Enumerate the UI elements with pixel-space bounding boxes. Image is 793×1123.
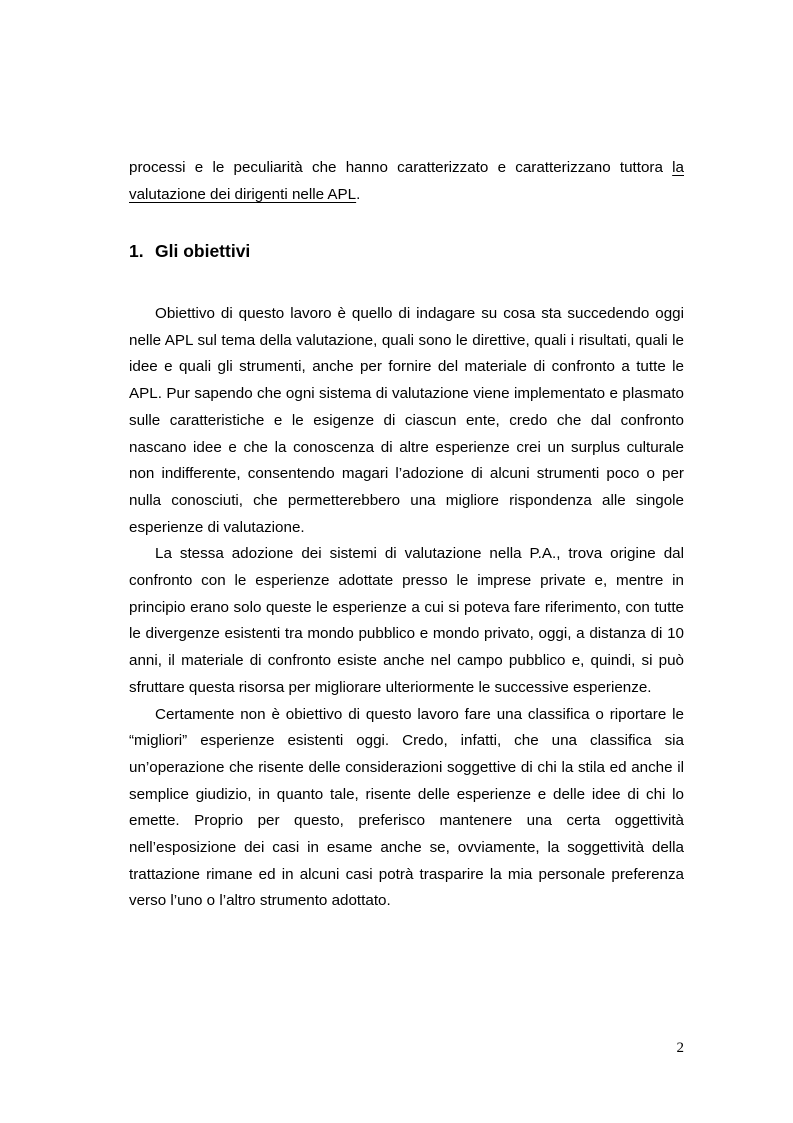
section-heading xyxy=(129,241,250,262)
section-title: Gli obiettivi xyxy=(155,241,251,261)
paragraph-1: Obiettivo di questo lavoro è quello di indagare su cosa sta succedendo oggi nelle APL sul tema della valutazione, quali sono le direttive, quali i risultati, quali le idee e quali gli strumenti, anche per fornire del materiale di confronto a tutte le APL. Pur sapendo che ogni sistema di valutazione viene implementato e plasmato sulle caratteristiche e le esigenze di ciascun ente, credo che dal confronto nascano idee e che la conoscenza di altre esperienze crei un surplus culturale non indifferente, consentendo magari l’adozione di alcuni strumenti poco o per nulla conosciuti, che permetterebbero una migliore rispondenza alle singole esperienze di valutazione. xyxy=(129,305,684,536)
underlined-phrase: la valutazione dei dirigenti nelle APL xyxy=(129,159,684,203)
section-number: 1. xyxy=(129,241,144,261)
section-body xyxy=(129,301,684,915)
intro-text-end: . xyxy=(356,185,361,203)
page-number: 2 xyxy=(676,1040,684,1056)
intro-paragraph xyxy=(129,155,684,208)
paragraph-3: Certamente non è obiettivo di questo lavoro fare una classifica o riportare le “migliori” esperienze esistenti oggi. Credo, infatti, che una classifica sia un’operazione che risente delle considerazioni soggettive di chi la stila ed anche il semplice giudizio, in quanto tale, risente delle esperienze e delle idee di chi lo emette. Proprio per questo, preferisco mantenere una certa oggettività nell’esposizione dei casi in esame anche se, ovviamente, la soggettività della trattazione rimane ed in alcuni casi potrà trasparire la mia personale preferenza verso l’uno o l’altro strumento adottato. xyxy=(129,705,684,910)
intro-text: processi e le peculiarità che hanno caratterizzato e caratterizzano tuttora xyxy=(129,159,673,176)
paragraph-2: La stessa adozione dei sistemi di valutazione nella P.A., trova origine dal confronto con le esperienze adottate presso le imprese private e, mentre in principio erano solo queste le esperienze a cui si poteva fare riferimento, con tutte le divergenze esistenti tra mondo pubblico e mondo privato, oggi, a distanza di 10 anni, il materiale di confronto esiste anche nel campo pubblico e, quindi, si può sfruttare questa risorsa per migliorare ulteriormente le successive esperienze. xyxy=(129,545,684,696)
